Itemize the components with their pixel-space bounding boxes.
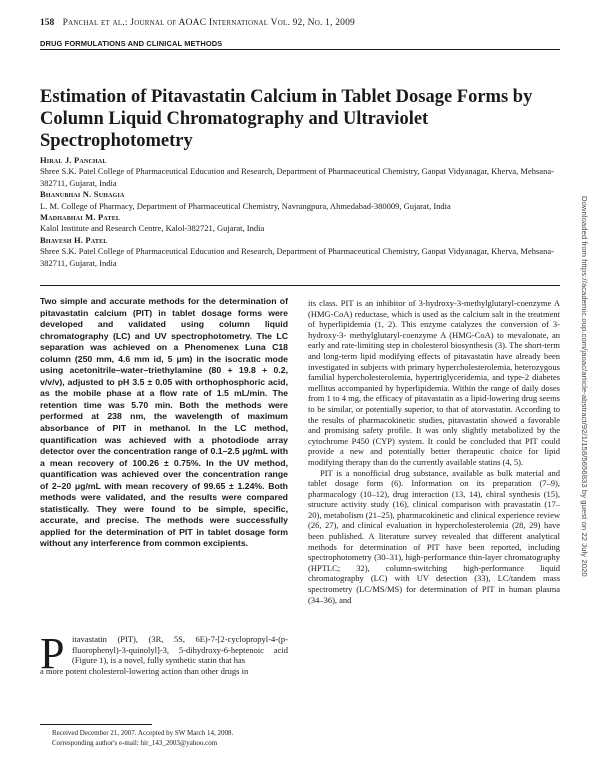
body-paragraph: PIT is a nonofficial drug substance, available as bulk material and tablet dosage form (6). Information on its preparation (7–9), pharmacology (10–12), drug interaction (13, 14), chiral synthesis (15), structure activity study (16), clinical comparison with pravastatin (17–20), metabolism (21–25), pharmacokinetic and clinical experience review (26, 27), and clinical evaluation in hypercholesterolemia (28, 29) have been published. A literature survey revealed that different analytical methods for determination of PIT have been reported, including spectrophotometry (30–31), high-performance thin-layer chromatography (HPTLC; 32), column-switching high-performance liquid chromatography (LC) with UV detection (33), LC/tandem mass spectrometry (LC/MS/MS) for determination of PIT in human plasma (34–36), and	[308, 467, 560, 605]
received-note: Received December 21, 2007. Accepted by SW March 14, 2008.	[52, 729, 234, 737]
article-title: Estimation of Pitavastatin Calcium in Tablet Dosage Forms by Column Liquid Chromatography and Ultraviolet Spectrophotometry	[40, 87, 533, 151]
author-name: Bhavesh H. Patel	[40, 234, 108, 245]
author-name: Bhanubhai N. Suhagia	[40, 189, 125, 200]
author-affiliation: Shree S.K. Patel College of Pharmaceutical Education and Research, Department of Pharmaceutical Chemistry, Ganpat Vidyanagar, Kherva, Mehsana-382711, Gujarat, India	[40, 246, 554, 268]
journal-citation: Panchal et al.: Journal of AOAC International Vol. 92, No. 1, 2009	[62, 18, 356, 28]
author-name: Madhabhai M. Patel	[40, 212, 121, 223]
section-label: DRUG FORMULATIONS AND CLINICAL METHODS	[40, 39, 223, 48]
footnote-divider	[40, 724, 152, 725]
abstract-divider	[40, 285, 560, 286]
intro-first-lines: itavastatin (PIT), (3R, 5S, 6E)-7-[2-cyclopropyl-4-(p-fluorophenyl)-3-quinolyl]-3, 5-dihydroxy-6-heptenoic acid (Figure 1), is a novel, fully synthetic statin that has	[72, 634, 288, 666]
author-affiliation: L. M. College of Pharmacy, Department of Pharmaceutical Chemistry, Navrangpura, Ahmedabad-380009, Gujarat, India	[40, 200, 451, 211]
download-watermark: Downloaded from https://academic.oup.com/jaoac/article-abstract/92/1/158/5656833 by guest on 22 July 2020	[580, 196, 589, 577]
author-entry	[40, 235, 560, 269]
author-entry	[40, 189, 560, 212]
body-paragraph: its class. PIT is an inhibitor of 3-hydroxy-3-methylglutaryl-coenzyme A (HMG-CoA) reductase, which is used as the calcium salt in the treatment of hyperlipidemia (1, 2). This enzyme catalyzes the conversion of 3-hydroxy-3- methylglutaryl-coenzyme A (HMG-CoA) to mevalonate, an early and rate-limiting step in cholesterol biosynthesis (3). The short-term and long-term lipid modifying effects of pitavastatin have already been investigated in subjects with primary hypercholesterolemia, heterozygous familial hypercholesterolemia, hypertriglyceridemia, and type-2 diabetes mellitus accompanied by hyperlipidemia. Within the range of daily doses from 1 to 4 mg, the efficacy of pitavastatin as a lipid-lowering drug seems to be similar, or potentially superior, to that of atorvastatin. According to the results of pharmacokinetic studies, pitavastatin showed a favorable and promising safety profile. It was only slightly metabolized by the cytochrome P450 (CYP) system. It could be concluded that PIT could provide a new and potentially better therapeutic choice for lipid modifying therapy than do the currently available statins (4, 5).	[308, 298, 560, 467]
author-entry	[40, 212, 560, 235]
footnotes	[52, 729, 288, 748]
drop-cap: P	[40, 629, 65, 678]
author-entry	[40, 155, 560, 189]
running-head	[40, 18, 355, 28]
author-name: Hiral J. Panchal	[40, 155, 107, 165]
right-column	[308, 298, 560, 605]
page-number: 158	[40, 18, 55, 28]
author-block	[40, 155, 560, 269]
corresponding-author-note: Corresponding author's e-mail: hir_143_2003@yahoo.com	[52, 738, 218, 747]
author-affiliation: Kalol Institute and Research Centre, Kalol-382721, Gujarat, India	[40, 223, 265, 234]
intro-continuation: a more potent cholesterol-lowering action than other drugs in	[40, 666, 249, 676]
abstract: Two simple and accurate methods for the determination of pitavastatin calcium (PIT) in tablet dosage forms were developed and validated using column liquid chromatography (LC) and UV spectrophotometry. The LC separation was achieved on a Phenomenex Luna C18 column (250 mm, 4.6 mm id, 5 μm) in the isocratic mode using acetonitrile–water–triethylamine (80 + 19.8 + 0.2, v/v/v), adjusted to pH 3.5 ± 0.05 with orthophosphoric acid, as the mobile phase at a flow rate of 1.5 mL/min. The retention time was 5.70 min. Both the methods were performed at 238 nm, the wavelength of maximum absorbance of PIT in methanol. In the LC method, quantification was achieved with a photodiode array detector over the concentration range of 0.1–2.5 μg/mL with a mean recovery of 100.26 ± 0.75%. In the UV method, quantification was achieved over the concentration range of 2–20 μg/mL with mean recovery of 99.65 ± 1.24%. Both methods were validated, and the results were compared statistically. They were found to be simple, specific, accurate, and precise. The methods were successfully applied for the determination of PIT in tablet dosage form without any interference from common excipients.	[40, 296, 288, 549]
section-divider	[40, 49, 560, 50]
author-affiliation: Shree S.K. Patel College of Pharmaceutical Education and Research, Department of Pharmaceutical Chemistry, Ganpat Vidyanagar, Kherva, Mehsana-382711, Gujarat, India	[40, 166, 554, 188]
